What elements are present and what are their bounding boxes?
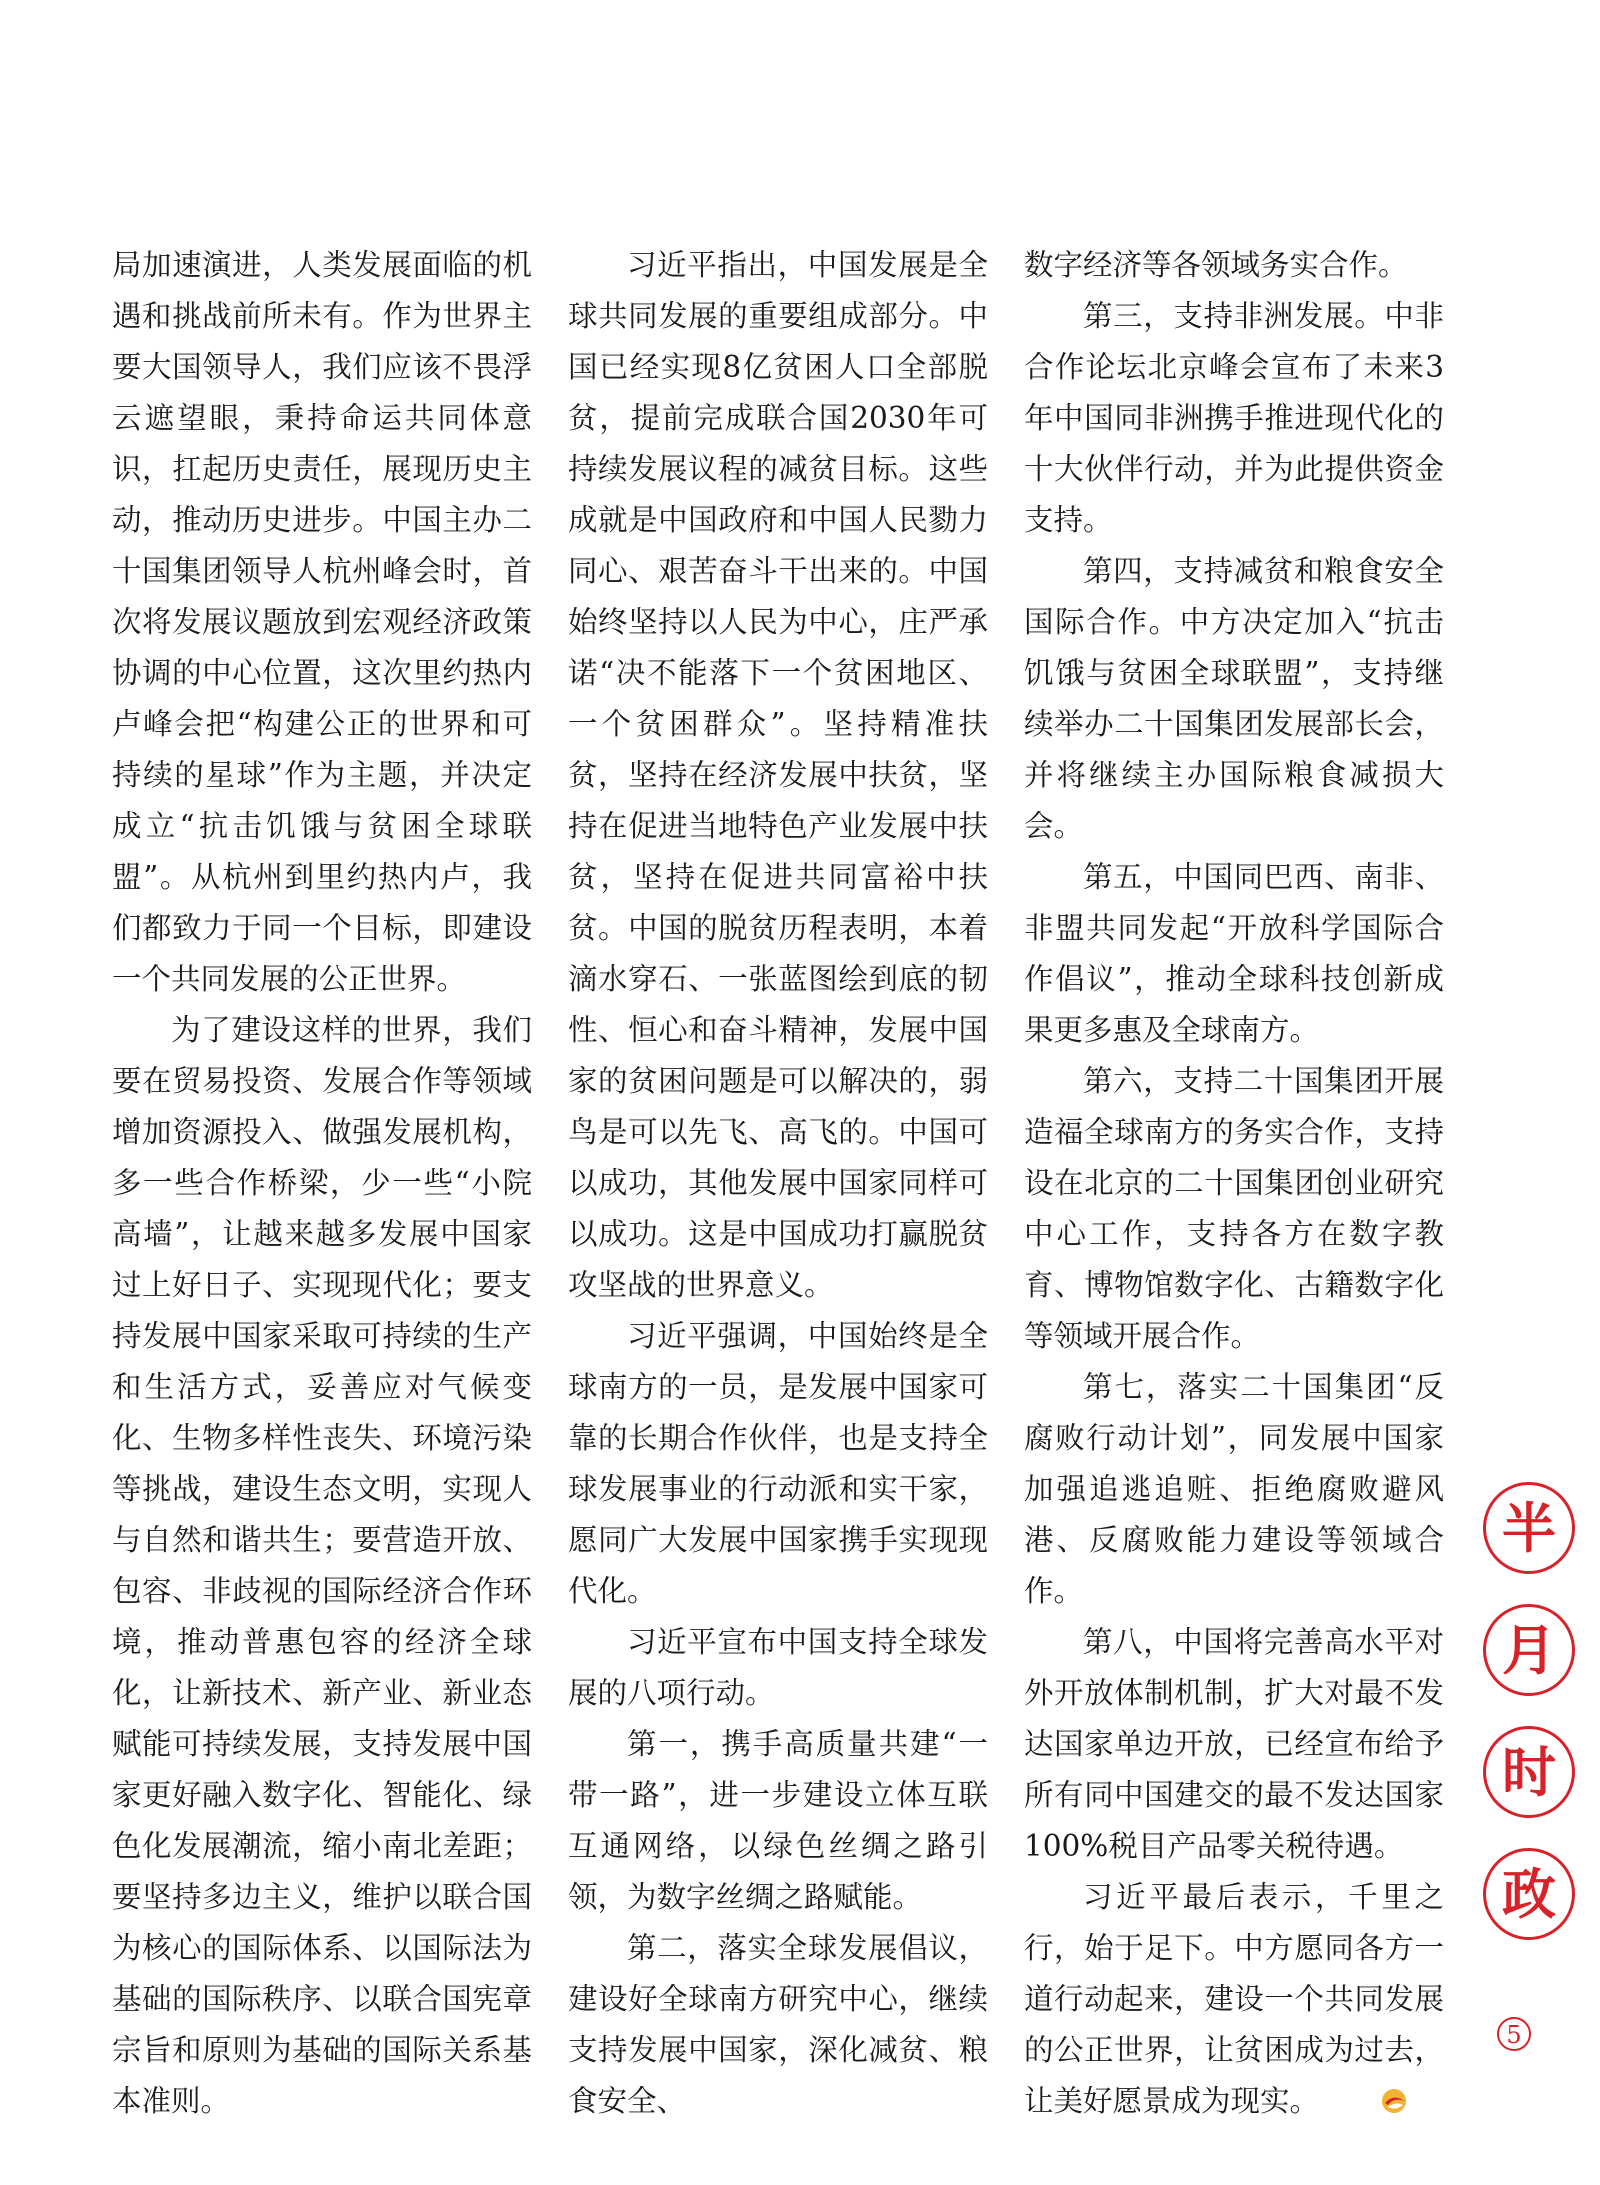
sidebar-stamp: 月 xyxy=(1483,1604,1575,1696)
paragraph-text: 习近平最后表示，千里之行，始于足下。中方愿同各方一道行动起来，建设一个共同发展的公正世界，让贫困成为过去，让美好愿景成为现实。 xyxy=(1024,1880,1444,2118)
paragraph: 为了建设这样的世界，我们要在贸易投资、发展合作等领域增加资源投入、做强发展机构，多一些合作桥梁，少一些“小院高墙”，让越来越多发展中国家过上好日子、实现现代化；要支持发展中国家采取可持续的生产和生活方式，妥善应对气候变化、生物多样性丧失、环境污染等挑战，建设生态文明，实现人与自然和谐共生；要营造开放、包容、非歧视的国际经济合作环境，推动普惠包容的经济全球化，让新技术、新产业、新业态赋能可持续发展，支持发展中国家更好融入数字化、智能化、绿色化发展潮流，缩小南北差距；要坚持多边主义，维护以联合国为核心的国际体系、以国际法为基础的国际秩序、以联合国宪章宗旨和原则为基础的国际关系基本准则。 xyxy=(112,1013,532,2118)
page-number: 5 xyxy=(1497,2017,1531,2051)
paragraph: 习近平强调，中国始终是全球南方的一员，是发展中国家可靠的长期合作伙伴，也是支持全球发展事业的行动派和实干家，愿同广大发展中国家携手实现现代化。 xyxy=(568,1319,988,1608)
paragraph: 第三，支持非洲发展。中非合作论坛北京峰会宣布了未来3年中国同非洲携手推进现代化的十大伙伴行动，并为此提供资金支持。 xyxy=(1024,299,1444,537)
paragraph: 习近平指出，中国发展是全球共同发展的重要组成部分。中国已经实现8亿贫困人口全部脱贫，提前完成联合国2030年可持续发展议程的减贫目标。这些成就是中国政府和中国人民勠力同心、艰苦奋斗干出来的。中国始终坚持以人民为中心，庄严承诺“决不能落下一个贫困地区、一个贫困群众”。坚持精准扶贫，坚持在经济发展中扶贫，坚持在促进当地特色产业发展中扶贫，坚持在促进共同富裕中扶贫。中国的脱贫历程表明，本着滴水穿石、一张蓝图绘到底的韧性、恒心和奋斗精神，发展中国家的贫困问题是可以解决的，弱鸟是可以先飞、高飞的。中国可以成功，其他发展中国家同样可以成功。这是中国成功打赢脱贫攻坚战的世界意义。 xyxy=(568,248,988,1302)
paragraph: 第七，落实二十国集团“反腐败行动计划”，同发展中国家加强追逃追赃、拒绝腐败避风港、反腐败能力建设等领域合作。 xyxy=(1024,1370,1444,1608)
paragraph: 第五，中国同巴西、南非、非盟共同发起“开放科学国际合作倡议”，推动全球科技创新成果更多惠及全球南方。 xyxy=(1024,860,1444,1047)
paragraph: 第八，中国将完善高水平对外开放体制机制，扩大对最不发达国家单边开放，已经宣布给予所有同中国建交的最不发达国家100%税目产品零关税待遇。 xyxy=(1024,1625,1444,1863)
paragraph: 第二，落实全球发展倡议，建设好全球南方研究中心，继续支持发展中国家，深化减贫、粮食安全、 xyxy=(568,1931,988,2118)
sidebar-stamp: 政 xyxy=(1483,1848,1575,1940)
paragraph: 数字经济等各领域务实合作。 xyxy=(1024,248,1408,282)
text-column-2 xyxy=(568,240,988,2127)
text-column-1 xyxy=(112,240,532,2127)
paragraph: 局加速演进，人类发展面临的机遇和挑战前所未有。作为世界主要大国领导人，我们应该不畏浮云遮望眼，秉持命运共同体意识，扛起历史责任，展现历史主动，推动历史进步。中国主办二十国集团领导人杭州峰会时，首次将发展议题放到宏观经济政策协调的中心位置，这次里约热内卢峰会把“构建公正的世界和可持续的星球”作为主题，并决定成立“抗击饥饿与贫困全球联盟”。从杭州到里约热内卢，我们都致力于同一个目标，即建设一个共同发展的公正世界。 xyxy=(112,248,532,996)
paragraph: 第四，支持减贫和粮食安全国际合作。中方决定加入“抗击饥饿与贫困全球联盟”，支持继续举办二十国集团发展部长会，并将继续主办国际粮食减损大会。 xyxy=(1024,554,1444,843)
paragraph: 第一，携手高质量共建“一带一路”，进一步建设立体互联互通网络，以绿色丝绸之路引领，为数字丝绸之路赋能。 xyxy=(568,1727,988,1914)
sidebar-stamp: 时 xyxy=(1483,1726,1575,1818)
paragraph: 习近平宣布中国支持全球发展的八项行动。 xyxy=(568,1625,988,1710)
sidebar-stamp: 半 xyxy=(1483,1482,1575,1574)
paragraph: 第六，支持二十国集团开展造福全球南方的务实合作，支持设在北京的二十国集团创业研究中心工作，支持各方在数字教育、博物馆数字化、古籍数字化等领域开展合作。 xyxy=(1024,1064,1444,1353)
text-column-3 xyxy=(1024,240,1444,2127)
paragraph-final xyxy=(1024,1872,1444,2127)
end-mark-icon xyxy=(1321,2080,1349,2108)
